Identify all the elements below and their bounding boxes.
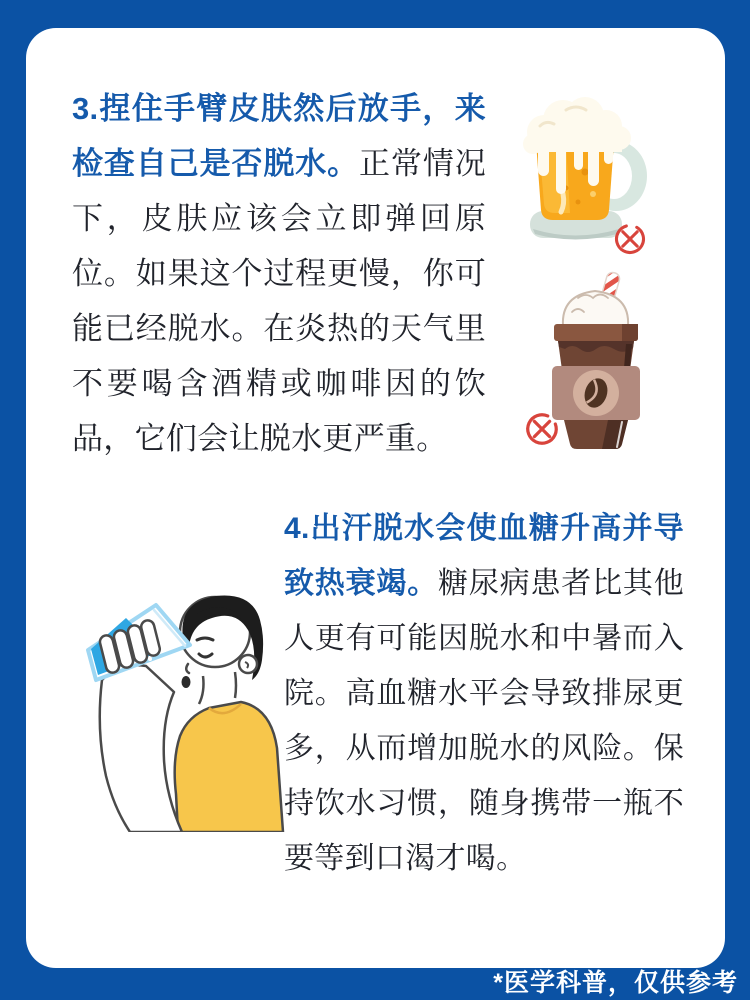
tip-3-paragraph (72, 81, 486, 466)
prohibited-icon (523, 410, 561, 448)
person-drinking-water-icon (82, 580, 287, 832)
prohibited-icon (612, 221, 648, 257)
footer-disclaimer: *医学科普，仅供参考 (493, 969, 738, 997)
tip-3-body: 正常情况下，皮肤应该会立即弹回原位。如果这个过程更慢，你可能已经脱水。在炎热的天气里不要喝含酒精或咖啡因的饮品，它们会让脱水更严重。 (72, 146, 487, 456)
tip-3-heading: 3.捏住手臂皮肤然后放手，来检查自己是否脱水。 (72, 91, 486, 181)
tip-4-body: 糖尿病患者比其他人更有可能因脱水和中暑而入院。高血糖水平会导致排尿更多，从而增加脱水的风险。保持饮水习惯，随身携带一瓶不要等到口渴才喝。 (284, 567, 685, 875)
tip-4-heading: 4.出汗脱水会使血糖升高并导致热衰竭。 (284, 512, 684, 600)
tip-4-paragraph (284, 501, 684, 886)
